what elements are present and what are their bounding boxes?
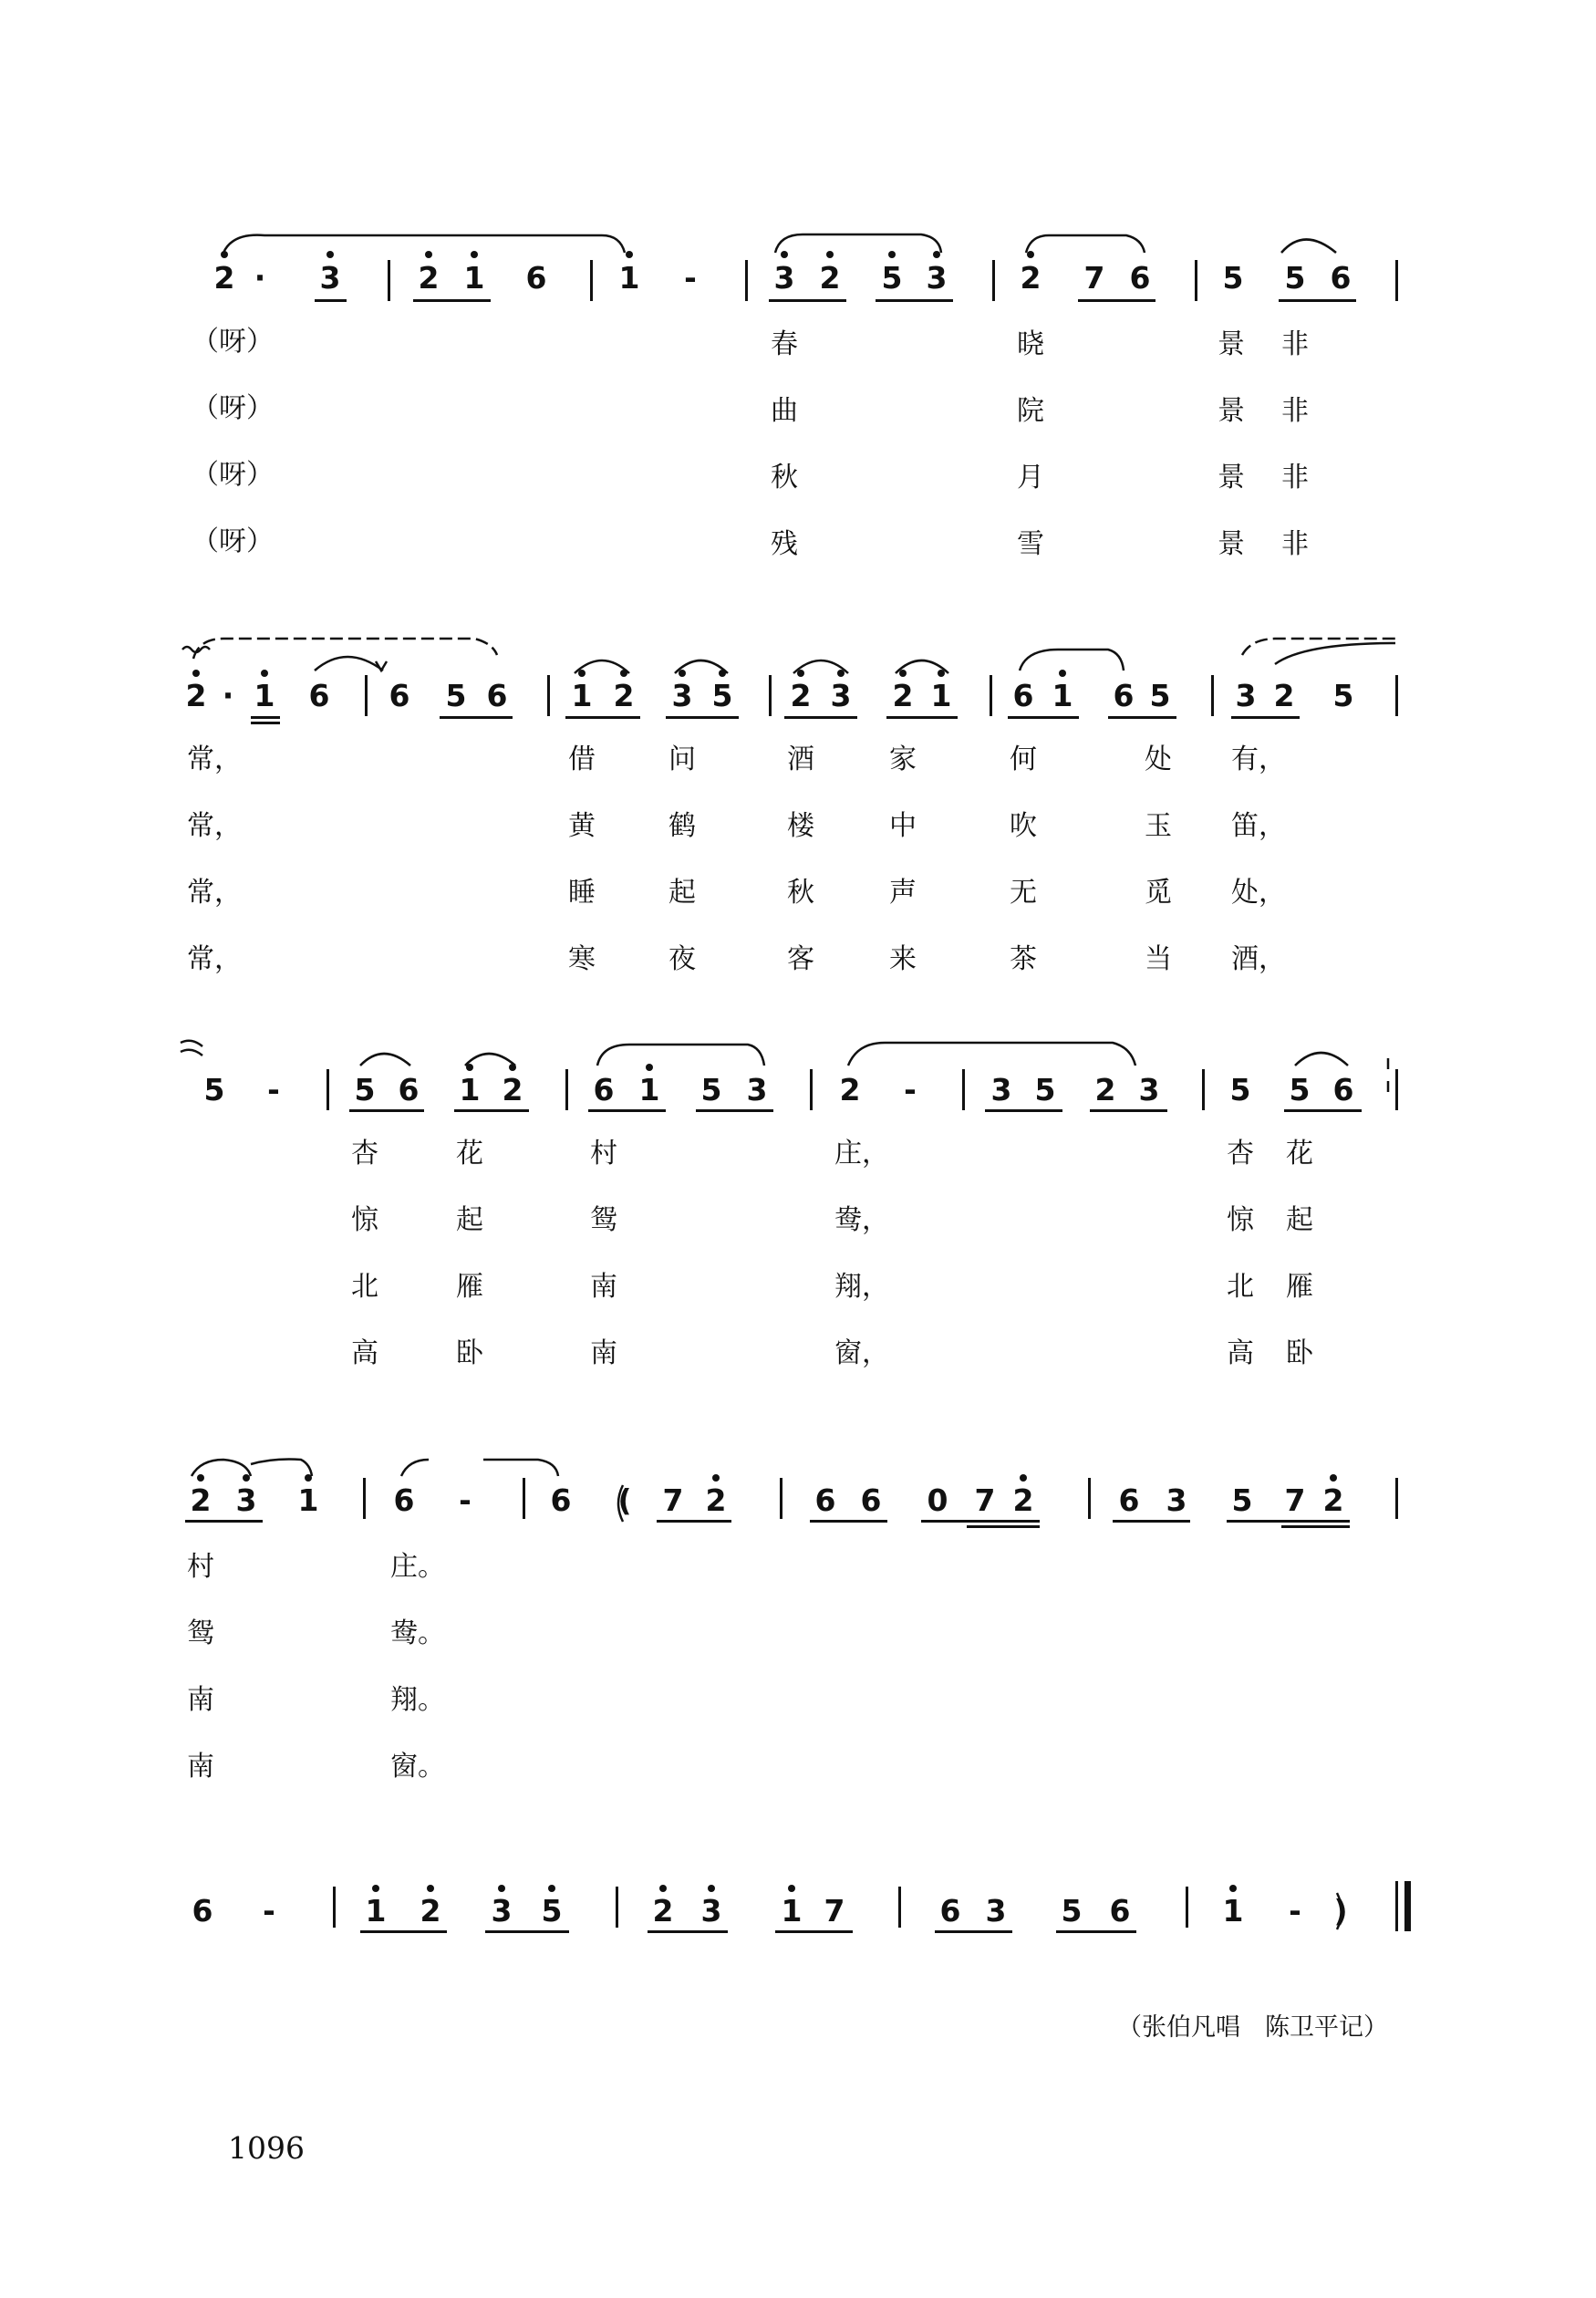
- lyric: 雁: [1286, 1271, 1313, 1303]
- note: 3: [319, 260, 341, 296]
- slur: [315, 657, 383, 671]
- lyric: 南: [187, 1751, 214, 1783]
- lyric: 翔。: [390, 1684, 445, 1716]
- note: 2: [790, 678, 812, 713]
- lyric: 当: [1145, 943, 1172, 975]
- note: 2: [213, 260, 235, 296]
- note: 6: [814, 1482, 836, 1518]
- note: 6: [1129, 260, 1151, 296]
- note: 2: [839, 1072, 861, 1107]
- lyric: 秋: [771, 462, 798, 494]
- note: 6: [1113, 678, 1135, 713]
- lyric: 北: [351, 1271, 378, 1303]
- trill-mark: [182, 647, 210, 652]
- lyric: 曲: [771, 395, 798, 427]
- note: 2: [190, 1482, 212, 1518]
- note: 3: [746, 1072, 768, 1107]
- lyric: 夜: [668, 943, 696, 975]
- note: 5: [1289, 1072, 1311, 1107]
- note: 6: [308, 678, 330, 713]
- lyric: 起: [668, 877, 696, 909]
- note: 7: [1284, 1482, 1306, 1518]
- lyric: 非: [1281, 462, 1309, 494]
- note: (: [617, 1482, 632, 1518]
- lyric: 景: [1218, 528, 1245, 560]
- note: 1: [1052, 678, 1073, 713]
- note: 5: [1231, 1482, 1253, 1518]
- note: 2: [613, 678, 635, 713]
- note: 1: [365, 1893, 387, 1929]
- note: 2: [892, 678, 914, 713]
- note: 6: [486, 678, 508, 713]
- lyric: 雪: [1017, 528, 1044, 560]
- note: 5: [1149, 678, 1171, 713]
- note: 5: [1332, 678, 1354, 713]
- note: 3: [1235, 678, 1257, 713]
- lyric: 酒，: [1231, 943, 1286, 975]
- note: ): [1333, 1893, 1348, 1929]
- note: 2: [819, 260, 841, 296]
- lyric: 黄: [568, 810, 596, 842]
- note: 5: [1034, 1072, 1056, 1107]
- lyric: 鸳: [590, 1204, 617, 1236]
- note: 7: [1083, 260, 1105, 296]
- lyric: 杏: [1227, 1138, 1254, 1170]
- lyric: 茶: [1010, 943, 1037, 975]
- note: 2: [705, 1482, 727, 1518]
- note: 5: [700, 1072, 722, 1107]
- slur: [597, 1045, 764, 1066]
- note: -: [684, 260, 697, 296]
- lyric: 鹤: [668, 810, 696, 842]
- note: 6: [939, 1893, 961, 1929]
- note: 1: [254, 678, 275, 713]
- note: -: [459, 1482, 472, 1518]
- lyric: 笛，: [1231, 810, 1286, 842]
- slur: [223, 235, 625, 253]
- note: -: [904, 1072, 917, 1107]
- lyric: 南: [187, 1684, 214, 1716]
- lyric: 常，: [187, 877, 242, 909]
- lyric: 高: [351, 1337, 378, 1369]
- note: 5: [711, 678, 733, 713]
- slurs: [192, 234, 1395, 1476]
- note: 2: [185, 678, 207, 713]
- open-paren: [618, 1485, 623, 1522]
- note: 2: [502, 1072, 523, 1107]
- note: 5: [1284, 260, 1306, 296]
- note: 6: [1109, 1893, 1131, 1929]
- note: 0: [927, 1482, 948, 1518]
- lyric: 鸳: [187, 1617, 214, 1649]
- note: 3: [671, 678, 693, 713]
- note: 5: [354, 1072, 376, 1107]
- slur: [483, 1460, 558, 1476]
- note: 6: [550, 1482, 572, 1518]
- lyric: 南: [590, 1271, 617, 1303]
- note: 6: [1330, 260, 1352, 296]
- lyric: 常，: [187, 810, 242, 842]
- lyric: 寒: [568, 943, 596, 975]
- note: 5: [541, 1893, 563, 1929]
- note: 2: [1012, 1482, 1034, 1518]
- lyric: 翔，: [834, 1271, 889, 1303]
- lyric: 庄，: [834, 1138, 889, 1170]
- note: ·: [254, 260, 266, 296]
- note: 6: [593, 1072, 615, 1107]
- lyric: 村: [187, 1551, 214, 1583]
- slur: [1026, 235, 1145, 253]
- lyric: 窗。: [390, 1751, 445, 1783]
- note: 6: [1012, 678, 1034, 713]
- slur: [1295, 1053, 1348, 1066]
- lyric: 家: [889, 743, 917, 775]
- lyric: 中: [889, 810, 917, 842]
- note: 3: [926, 260, 948, 296]
- lyric: 北: [1227, 1271, 1254, 1303]
- slur: [1275, 643, 1395, 664]
- lyric: 晓: [1017, 328, 1044, 360]
- slur: [192, 1460, 251, 1476]
- note: 6: [192, 1893, 213, 1929]
- lyric: 处: [1145, 743, 1172, 775]
- lyric: 花: [456, 1138, 483, 1170]
- note: 1: [930, 678, 952, 713]
- close-paren: [1337, 1893, 1342, 1929]
- slur: [193, 639, 497, 659]
- lyric: 秋: [787, 877, 814, 909]
- note: 5: [881, 260, 903, 296]
- octave-dots: [192, 251, 1337, 1892]
- lyric: 残: [771, 528, 798, 560]
- note: 5: [1061, 1893, 1083, 1929]
- lyric: 玉: [1145, 810, 1172, 842]
- lyric: 问: [668, 743, 696, 775]
- lyric: 鸯，: [834, 1204, 889, 1236]
- lyric: 惊: [1227, 1204, 1254, 1236]
- note: 2: [1273, 678, 1295, 713]
- note: 3: [1166, 1482, 1187, 1518]
- note: 5: [1229, 1072, 1251, 1107]
- note: -: [267, 1072, 280, 1107]
- slur: [775, 234, 941, 253]
- slur: [465, 1054, 515, 1066]
- lyric: 景: [1218, 462, 1245, 494]
- lyric: 景: [1218, 328, 1245, 360]
- lyric: 院: [1017, 395, 1044, 427]
- note: 3: [1138, 1072, 1160, 1107]
- note: 3: [491, 1893, 513, 1929]
- lyric: 村: [590, 1138, 617, 1170]
- lyric: 雁: [456, 1271, 483, 1303]
- lyric: 窗，: [834, 1337, 889, 1369]
- lyric: 起: [456, 1204, 483, 1236]
- lyric: 杏: [351, 1138, 378, 1170]
- slur: [251, 1460, 312, 1476]
- lyric: 非: [1281, 328, 1309, 360]
- lyric: （呀）: [192, 326, 274, 358]
- breath-mark: [376, 661, 387, 671]
- slur: [1020, 650, 1124, 671]
- lyric: 高: [1227, 1337, 1254, 1369]
- lyric: 吹: [1010, 810, 1037, 842]
- note: 6: [1118, 1482, 1140, 1518]
- page-number: 1096: [228, 2130, 305, 2166]
- lyric: 客: [787, 943, 814, 975]
- note: 2: [1020, 260, 1042, 296]
- slur: [401, 1460, 429, 1476]
- lyric: 处，: [1231, 877, 1286, 909]
- lyric: 卧: [1286, 1337, 1313, 1369]
- note: 2: [1094, 1072, 1116, 1107]
- note: 7: [662, 1482, 684, 1518]
- note: 3: [990, 1072, 1012, 1107]
- performer-credit: （张伯凡唱 陈卫平记）: [1117, 2013, 1388, 2042]
- lyric: 借: [568, 743, 596, 775]
- note: 2: [1322, 1482, 1344, 1518]
- lyric: 花: [1286, 1138, 1313, 1170]
- lyric: 庄。: [390, 1551, 445, 1583]
- note: 1: [571, 678, 593, 713]
- note: 7: [974, 1482, 996, 1518]
- lyric: 来: [889, 943, 917, 975]
- glide-mark: [181, 1041, 202, 1055]
- note: 3: [830, 678, 852, 713]
- note: 7: [824, 1893, 845, 1929]
- ornaments: [181, 647, 1388, 1929]
- note: 2: [420, 1893, 441, 1929]
- lyric: 觅: [1145, 877, 1172, 909]
- lyric: （呀）: [192, 459, 274, 491]
- note: 1: [781, 1893, 803, 1929]
- lyric: 楼: [787, 810, 814, 842]
- lyric: 酒: [787, 743, 814, 775]
- note: 1: [618, 260, 640, 296]
- note: -: [1289, 1893, 1301, 1929]
- lyric: 常，: [187, 943, 242, 975]
- lyric: 起: [1286, 1204, 1313, 1236]
- lyric: 惊: [351, 1204, 378, 1236]
- note: 6: [1332, 1072, 1354, 1107]
- note: -: [263, 1893, 275, 1929]
- note: 2: [652, 1893, 674, 1929]
- note: 1: [1222, 1893, 1244, 1929]
- slur: [1281, 240, 1336, 254]
- lyric: 非: [1281, 395, 1309, 427]
- lyric: 有，: [1231, 743, 1286, 775]
- lyric: 睡: [568, 877, 596, 909]
- note: 6: [398, 1072, 420, 1107]
- note: 5: [203, 1072, 225, 1107]
- lyric: （呀）: [192, 392, 274, 424]
- lyric: 非: [1281, 528, 1309, 560]
- lyric: 无: [1010, 877, 1037, 909]
- note: 1: [638, 1072, 660, 1107]
- note: 3: [985, 1893, 1007, 1929]
- lyric: （呀）: [192, 525, 274, 557]
- lyric: 鸯。: [390, 1617, 445, 1649]
- note: 6: [860, 1482, 882, 1518]
- note: 6: [389, 678, 410, 713]
- note: 5: [445, 678, 467, 713]
- note: ·: [222, 678, 234, 713]
- note: 2: [418, 260, 440, 296]
- note: 5: [1222, 260, 1244, 296]
- slur: [360, 1054, 410, 1066]
- note: 3: [773, 260, 795, 296]
- note: 1: [297, 1482, 319, 1518]
- note: 3: [235, 1482, 257, 1518]
- lyric: 声: [889, 877, 917, 909]
- lyric: 南: [590, 1337, 617, 1369]
- slur: [1242, 639, 1395, 655]
- slur: [848, 1043, 1135, 1066]
- lyric: 春: [771, 328, 798, 360]
- note: 6: [525, 260, 547, 296]
- lyric: 月: [1017, 462, 1044, 494]
- lyric: 卧: [456, 1337, 483, 1369]
- note: 3: [700, 1893, 722, 1929]
- note: 6: [393, 1482, 415, 1518]
- lyric: 常，: [187, 743, 242, 775]
- note: 1: [463, 260, 485, 296]
- lyric: 景: [1218, 395, 1245, 427]
- lyric: 何: [1010, 743, 1037, 775]
- note: 1: [459, 1072, 481, 1107]
